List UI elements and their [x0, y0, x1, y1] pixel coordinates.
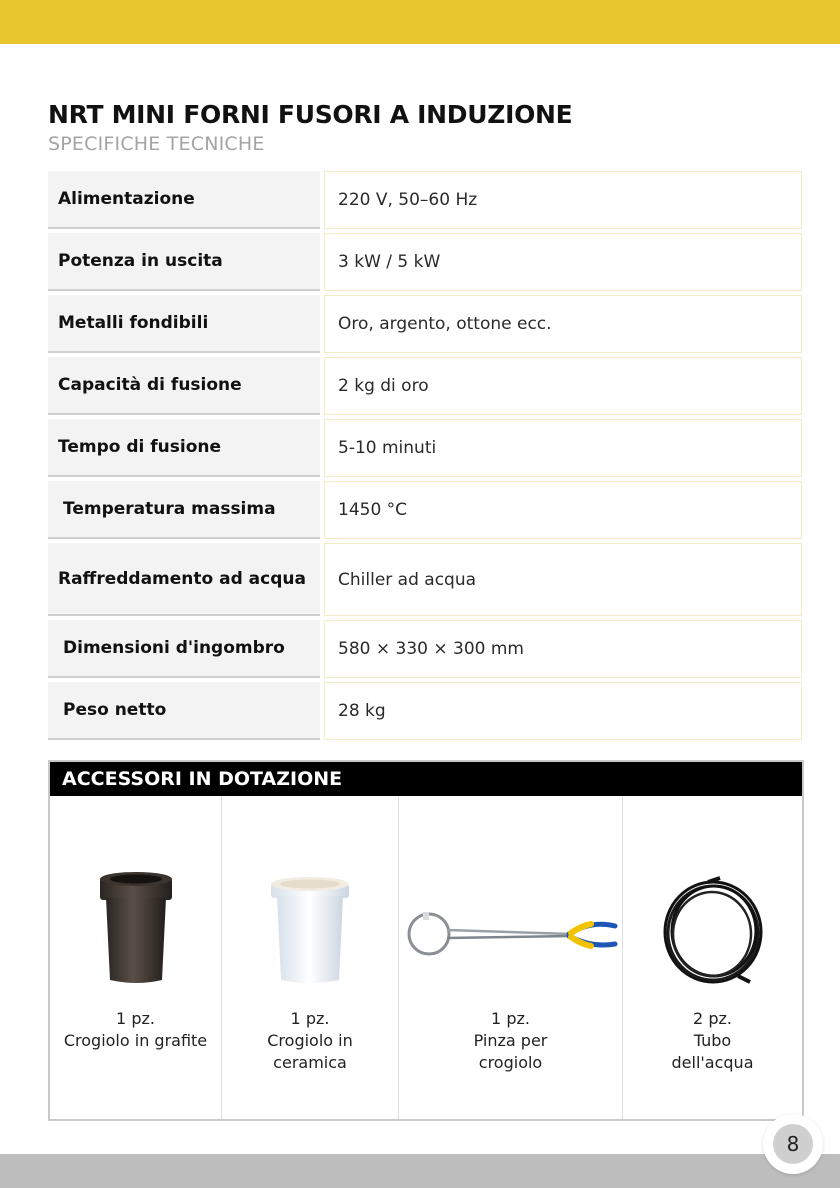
accessory-item: [623, 796, 802, 1119]
spec-label: Potenza in uscita: [48, 233, 320, 291]
spec-value: Oro, argento, ottone ecc.: [324, 295, 802, 353]
spec-row: [48, 620, 802, 678]
accessory-qty: 1 pz.: [491, 1009, 530, 1028]
spec-value: 220 V, 50–60 Hz: [324, 171, 802, 229]
bottom-bar: [0, 1154, 840, 1188]
spec-value: 580 × 330 × 300 mm: [324, 620, 802, 678]
spec-value: 5-10 minuti: [324, 419, 802, 477]
accessory-name: Crogiolo in grafite: [63, 1031, 208, 1050]
page-title: NRT MINI FORNI FUSORI A INDUZIONE: [48, 100, 573, 129]
spec-row: [48, 295, 802, 353]
spec-label: Peso netto: [48, 682, 320, 740]
crucible-tongs-icon: [399, 908, 622, 960]
spec-row: [48, 233, 802, 291]
spec-label: Metalli fondibili: [48, 295, 320, 353]
accessories-title: ACCESSORI IN DOTAZIONE: [50, 762, 802, 796]
spec-value: 3 kW / 5 kW: [324, 233, 802, 291]
spec-value: 2 kg di oro: [324, 357, 802, 415]
spec-value: 28 kg: [324, 682, 802, 740]
spec-label: Raffreddamento ad acqua: [48, 543, 320, 616]
accessory-item: [399, 796, 623, 1119]
accessory-qty: 1 pz.: [290, 1009, 330, 1028]
spec-label: Temperatura massima: [48, 481, 320, 539]
spec-row: [48, 419, 802, 477]
page-subtitle: SPECIFICHE TECNICHE: [48, 133, 265, 155]
water-hose-icon: [623, 876, 802, 988]
spec-label: Capacità di fusione: [48, 357, 320, 415]
accessories-box: [48, 760, 804, 1121]
page-number: 8: [773, 1124, 813, 1164]
graphite-crucible-icon: [50, 870, 221, 988]
spec-row: [48, 357, 802, 415]
page-number-badge: [763, 1114, 823, 1174]
top-accent-bar: [0, 0, 840, 44]
accessory-qty: 1 pz.: [116, 1009, 155, 1028]
accessory-name: Crogiolo in ceramica: [267, 1031, 353, 1072]
spec-row: [48, 682, 802, 740]
accessory-qty: 2 pz.: [693, 1009, 732, 1028]
spec-value: 1450 °C: [324, 481, 802, 539]
spec-row: [48, 171, 802, 229]
spec-value: Chiller ad acqua: [324, 543, 802, 616]
accessory-item: [50, 796, 222, 1119]
spec-label: Alimentazione: [48, 171, 320, 229]
spec-label: Dimensioni d'ingombro: [48, 620, 320, 678]
spec-table: [48, 171, 802, 744]
spec-row: [48, 543, 802, 616]
spec-row: [48, 481, 802, 539]
ceramic-crucible-icon: [222, 876, 398, 988]
spec-label: Tempo di fusione: [48, 419, 320, 477]
accessory-name: Pinza per crogiolo: [473, 1031, 548, 1072]
accessory-name: Tubo dell'acqua: [671, 1031, 754, 1072]
accessory-item: [222, 796, 399, 1119]
